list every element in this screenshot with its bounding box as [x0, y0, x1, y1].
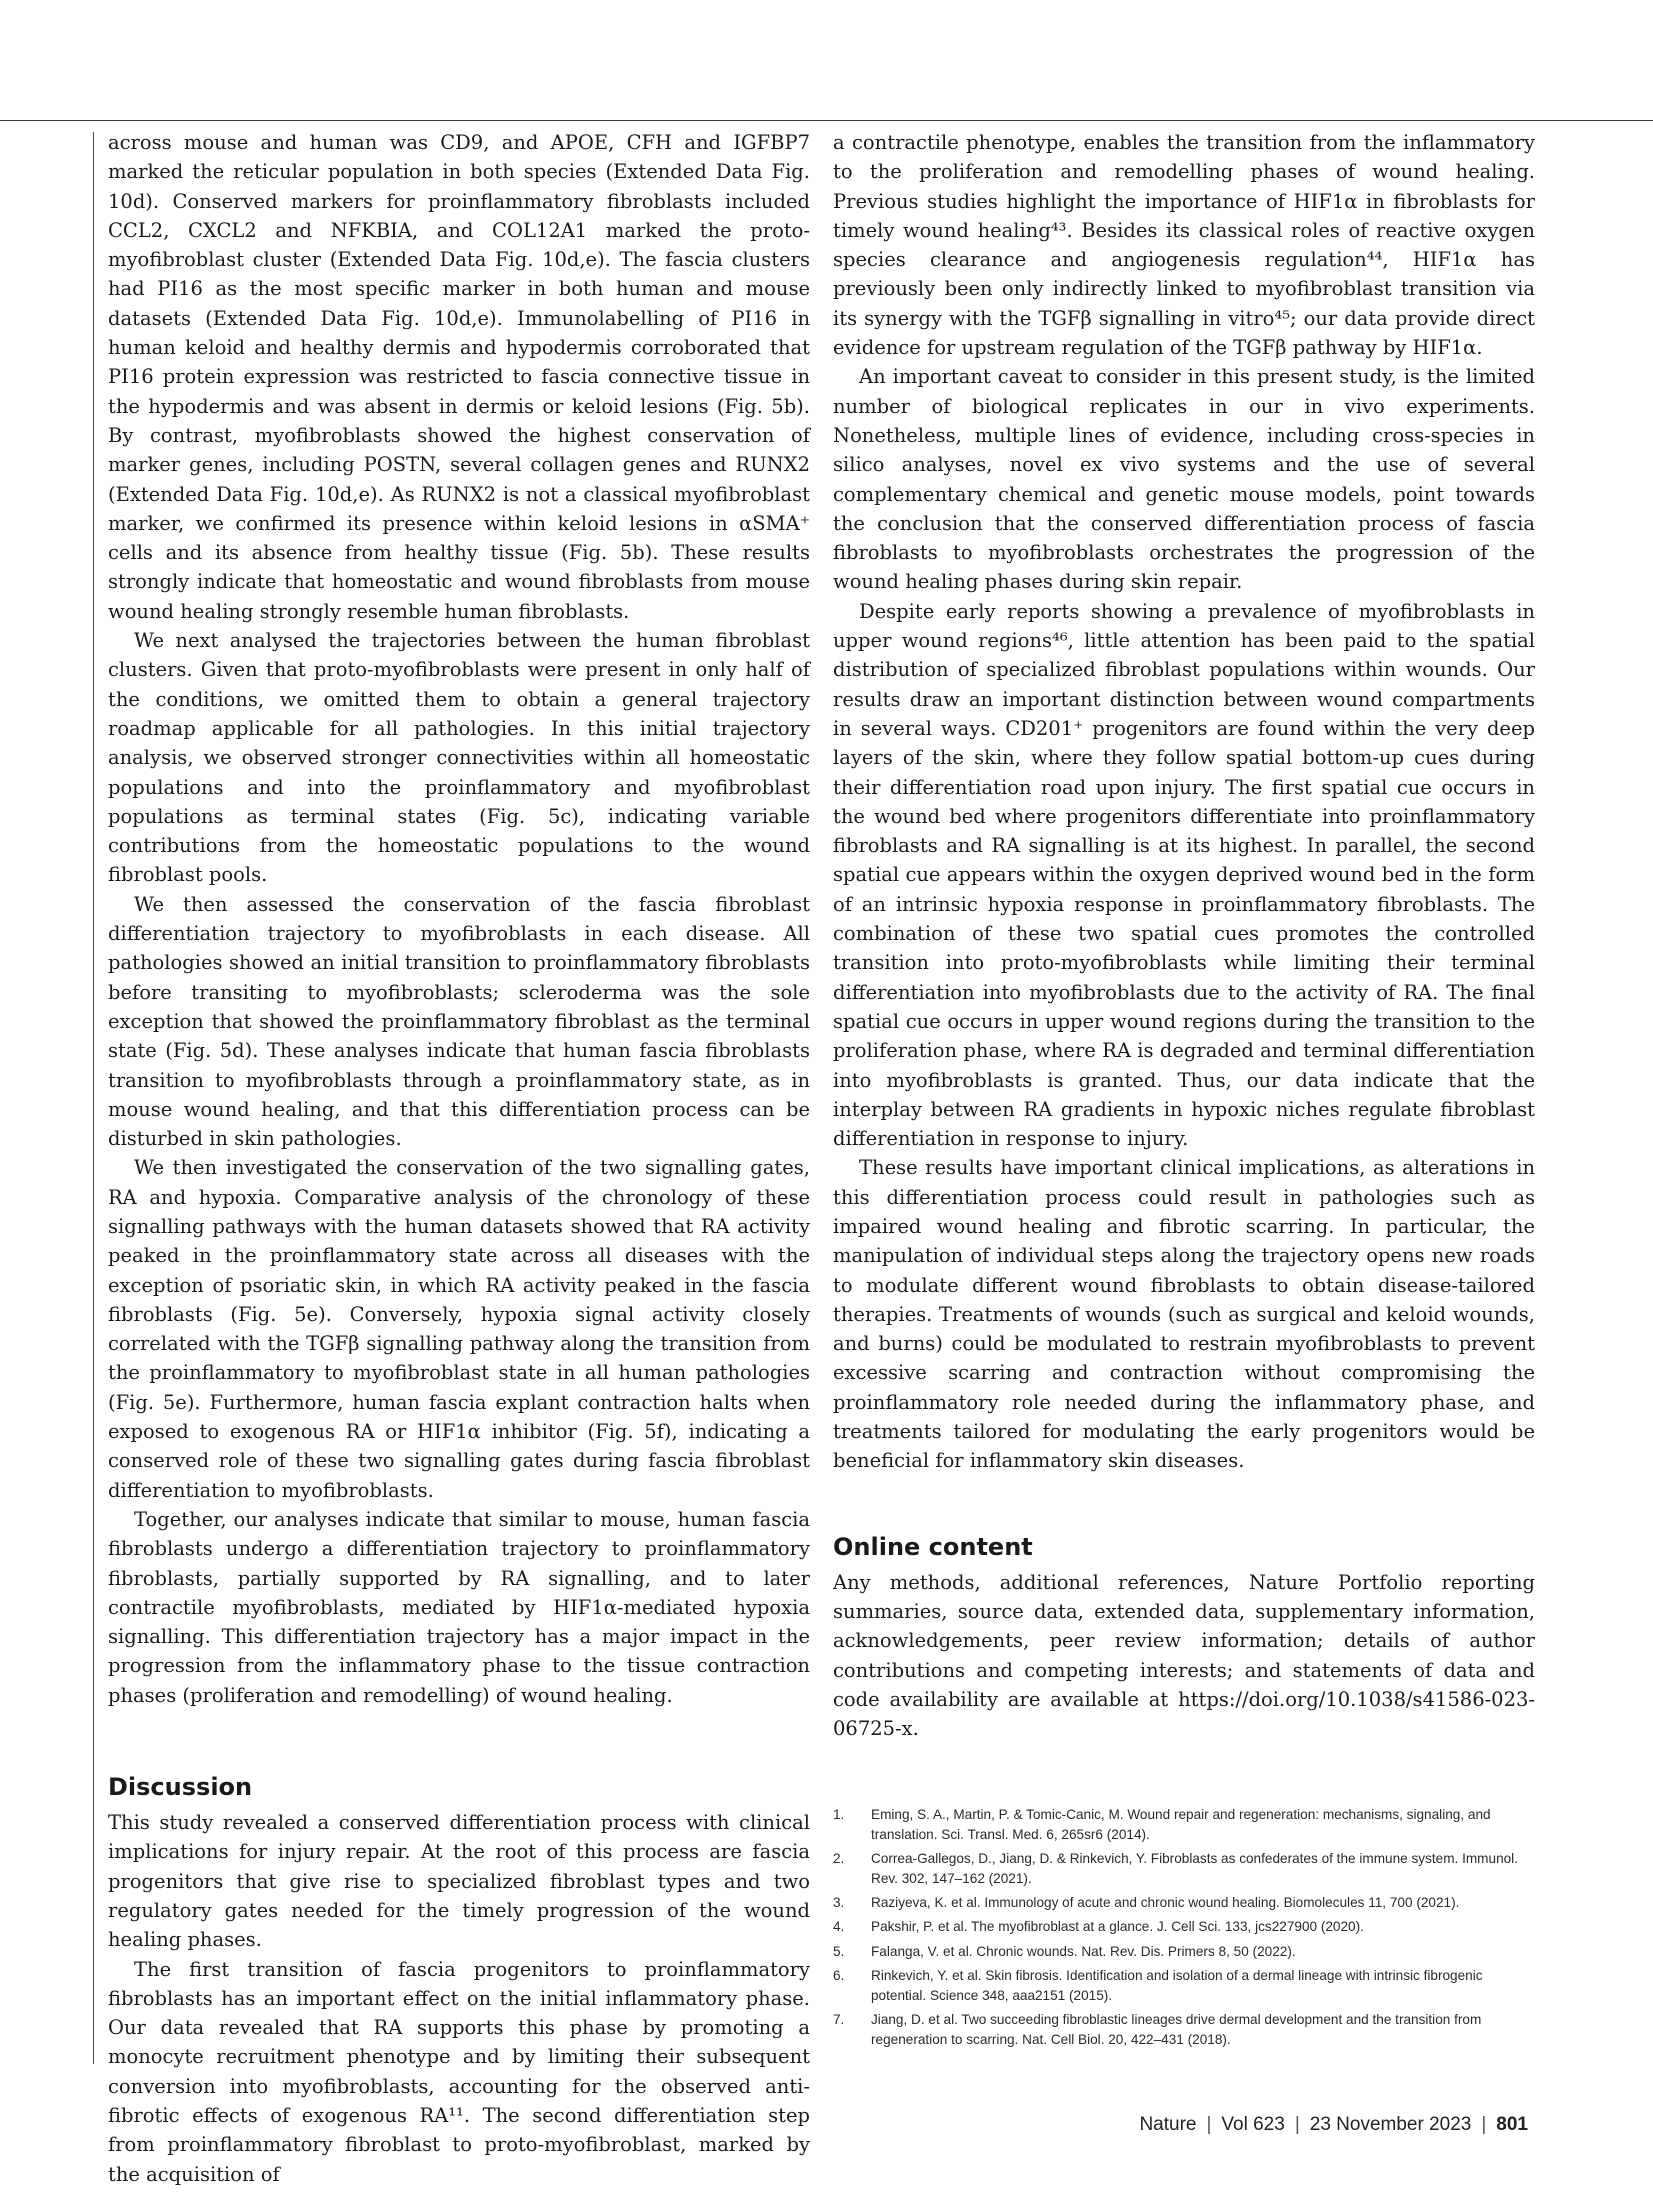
- body-paragraph: We then investigated the conservation of the two signalling gates, RA and hypoxia. Comparative analysis of the chronology of these signalling pathways with the human datasets showed that RA activity peaked in the proinflammatory state across all diseases with the exception of psoriatic skin, in which RA activity peaked in the fascia fibroblasts (Fig. 5e). Conversely, hypoxia signal activity closely correlated with the TGFβ signalling pathway along the transition from the proinflammatory to myofibroblast state in all human pathologies (Fig. 5e). Furthermore, human fascia explant contraction halts when exposed to exogenous RA or HIF1α inhibitor (Fig. 5f), indicating a conserved role of these two signalling gates during fascia fibroblast differentiation to myofibroblasts.: [108, 1156, 810, 1502]
- left-column: [108, 128, 810, 2189]
- body-paragraph: Despite early reports showing a prevalence of myofibroblasts in upper wound regions⁴⁶, little attention has been paid to the spatial distribution of specialized fibroblast populations within wounds. Our results draw an important distinction between wound compartments in several ways. CD201⁺ progenitors are found within the very deep layers of the skin, where they follow spatial bottom-up cues during their differentiation road upon injury. The first spatial cue occurs in the wound bed where progenitors differentiate into proinflammatory fibroblasts and RA signalling is at its highest. In parallel, the second spatial cue appears within the oxygen deprived wound bed in the form of an intrinsic hypoxia response in proinflammatory fibroblasts. The combination of these two spatial cues promotes the controlled transition into proto-myofibroblasts while limiting their terminal differentiation into myofibroblasts due to the activity of RA. The final spatial cue occurs in upper wound regions during the transition to the proliferation phase, where RA is degraded and terminal differentiation into myofibroblasts is granted. Thus, our data indicate that the interplay between RA gradients in hypoxic niches regulate fibroblast differentiation in response to injury.: [833, 599, 1535, 1151]
- column-margin-rule: [93, 132, 94, 2064]
- body-paragraph: We then assessed the conservation of the fascia fibroblast differentiation trajectory to myofibroblasts in each disease. All pathologies showed an initial transition to proinflammatory fibroblasts before transiting to myofibroblasts; scleroderma was the sole exception that showed the proinflammatory fibroblast as the terminal state (Fig. 5d). These analyses indicate that human fascia fibroblasts transition to myofibroblasts through a proinflammatory state, as in mouse wound healing, and that this differentiation process can be disturbed in skin pathologies.: [108, 892, 810, 1151]
- online-content-heading: Online content: [833, 1532, 1033, 1561]
- reference-item: 5. Falanga, V. et al. Chronic wounds. Nat. Rev. Dis. Primers 8, 50 (2022).: [833, 1943, 1296, 1959]
- body-paragraph: These results have important clinical implications, as alterations in this differentiation process could result in pathologies such as impaired wound healing and fibrotic scarring. In particular, the manipulation of individual steps along the trajectory opens new roads to modulate different wound fibroblasts to obtain disease-tailored therapies. Treatments of wounds (such as surgical and keloid wounds, and burns) could be modulated to restrain myofibroblasts to prevent excessive scarring and contraction without compromising the proinflammatory role needed during the inflammatory phase, and treatments tailored for modulating the early progenitors would be beneficial for inflammatory skin diseases.: [833, 1156, 1535, 1473]
- reference-item: 6. Rinkevich, Y. et al. Skin fibrosis. Identification and isolation of a dermal lineage with intrinsic fibrogenic potential. Science 348, aaa2151 (2015).: [833, 1968, 1483, 2003]
- reference-item: 3. Raziyeva, K. et al. Immunology of acute and chronic wound healing. Biomolecules 11, 700 (2021).: [833, 1895, 1460, 1911]
- reference-item: 2. Correa-Gallegos, D., Jiang, D. & Rinkevich, Y. Fibroblasts as confederates of the immune system. Immunol. Rev. 302, 147–162 (2021).: [833, 1851, 1518, 1886]
- body-paragraph: The first transition of fascia progenitors to proinflammatory fibroblasts has an important effect on the initial inflammatory phase. Our data revealed that RA supports this phase by promoting a monocyte recruitment phenotype and by limiting their subsequent conversion into myofibroblasts, accounting for the observed anti-fibrotic effects of exogenous RA¹¹. The second differentiation step from proinflammatory fibroblast to proto-myofibroblast, marked by the acquisition of: [108, 1957, 810, 2186]
- reference-item: 1. Eming, S. A., Martin, P. & Tomic-Canic, M. Wound repair and regeneration: mechanisms, signaling, and translation. Sci. Transl. Med. 6, 265sr6 (2014).: [833, 1807, 1491, 1842]
- body-paragraph: Together, our analyses indicate that similar to mouse, human fascia fibroblasts undergo a differentiation trajectory to proinflammatory fibroblasts, partially supported by RA signalling, and to later contractile myofibroblasts, mediated by HIF1α-mediated hypoxia signalling. This differentiation trajectory has a major impact in the progression from the inflammatory phase to the tissue contraction phases (proliferation and remodelling) of wound healing.: [108, 1507, 810, 1707]
- online-content-text: Any methods, additional references, Nature Portfolio reporting summaries, source data, extended data, supplementary information, acknowledgements, peer review information; details of author contributions and competing interests; and statements of data and code availability are available at https://doi.org/10.1038/s41586-023-06725-x.: [833, 1570, 1535, 1741]
- body-paragraph: An important caveat to consider in this present study, is the limited number of biological replicates in our in vivo experiments. Nonetheless, multiple lines of evidence, including cross-species in silico analyses, novel ex vivo systems and the use of several complementary chemical and genetic mouse models, point towards the conclusion that the conserved differentiation process of fascia fibroblasts to myofibroblasts orchestrates the progression of the wound healing phases during skin repair.: [833, 365, 1535, 594]
- body-paragraph: This study revealed a conserved differentiation process with clinical implications for injury repair. At the root of this process are fascia progenitors that give rise to specialized fibroblast types and two regulatory gates needed for the timely progression of the wound healing phases.: [108, 1811, 810, 1952]
- body-paragraph: We next analysed the trajectories between the human fibroblast clusters. Given that proto-myofibroblasts were present in only half of the conditions, we omitted them to obtain a general trajectory roadmap applicable for all pathologies. In this initial trajectory analysis, we observed stronger connectivities within all homeostatic populations and into the proinflammatory and myofibroblast populations as terminal states (Fig. 5c), indicating variable contributions from the homeostatic populations to the wound fibroblast pools.: [108, 629, 810, 887]
- discussion-heading: Discussion: [108, 1773, 253, 1802]
- volume: Vol 623: [1221, 2114, 1285, 2135]
- journal-name: Nature: [1139, 2114, 1197, 2135]
- body-paragraph: a contractile phenotype, enables the transition from the inflammatory to the proliferation and remodelling phases of wound healing. Previous studies highlight the importance of HIF1α in fibroblasts for timely wound healing⁴³. Besides its classical roles of reactive oxygen species clearance and angiogenesis regulation⁴⁴, HIF1α has previously been only indirectly linked to myofibroblast transition via its synergy with the TGFβ signalling in vitro⁴⁵; our data provide direct evidence for upstream regulation of the TGFβ pathway by HIF1α.: [833, 131, 1535, 360]
- body-paragraph: across mouse and human was CD9, and APOE, CFH and IGFBP7 marked the reticular population in both species (Extended Data Fig. 10d). Conserved markers for proinflammatory fibroblasts included CCL2, CXCL2 and NFKBIA, and COL12A1 marked the proto-myofibroblast cluster (Extended Data Fig. 10d,e). The fascia clusters had PI16 as the most specific marker in both human and mouse datasets (Extended Data Fig. 10d,e). Immunolabelling of PI16 in human keloid and healthy dermis and hypodermis corroborated that PI16 protein expression was restricted to fascia connective tissue in the hypodermis and was absent in dermis or keloid lesions (Fig. 5b). By contrast, myofibroblasts showed the highest conservation of marker genes, including POSTN, several collagen genes and RUNX2 (Extended Data Fig. 10d,e). As RUNX2 is not a classical myofibroblast marker, we confirmed its presence within keloid lesions in αSMA⁺ cells and its absence from healthy tissue (Fig. 5b). These results strongly indicate that homeostatic and wound fibroblasts from mouse wound healing strongly resemble human fibroblasts.: [108, 131, 810, 623]
- footer-separator: |: [1481, 2114, 1487, 2135]
- reference-list: [833, 1805, 1535, 2048]
- right-column: [833, 128, 1535, 2054]
- footer-separator: |: [1294, 2114, 1300, 2135]
- footer-separator: |: [1206, 2114, 1212, 2135]
- reference-item: 7. Jiang, D. et al. Two succeeding fibroblastic lineages drive dermal development and the transition from regeneration to scarring. Nat. Cell Biol. 20, 422–431 (2018).: [833, 2012, 1482, 2047]
- header-rule: [0, 120, 1653, 121]
- reference-item: 4. Pakshir, P. et al. The myofibroblast at a glance. J. Cell Sci. 133, jcs227900 (2020).: [833, 1919, 1364, 1935]
- page-number: 801: [1496, 2114, 1528, 2135]
- issue-date: 23 November 2023: [1309, 2114, 1472, 2135]
- page-footer: [1139, 2114, 1528, 2136]
